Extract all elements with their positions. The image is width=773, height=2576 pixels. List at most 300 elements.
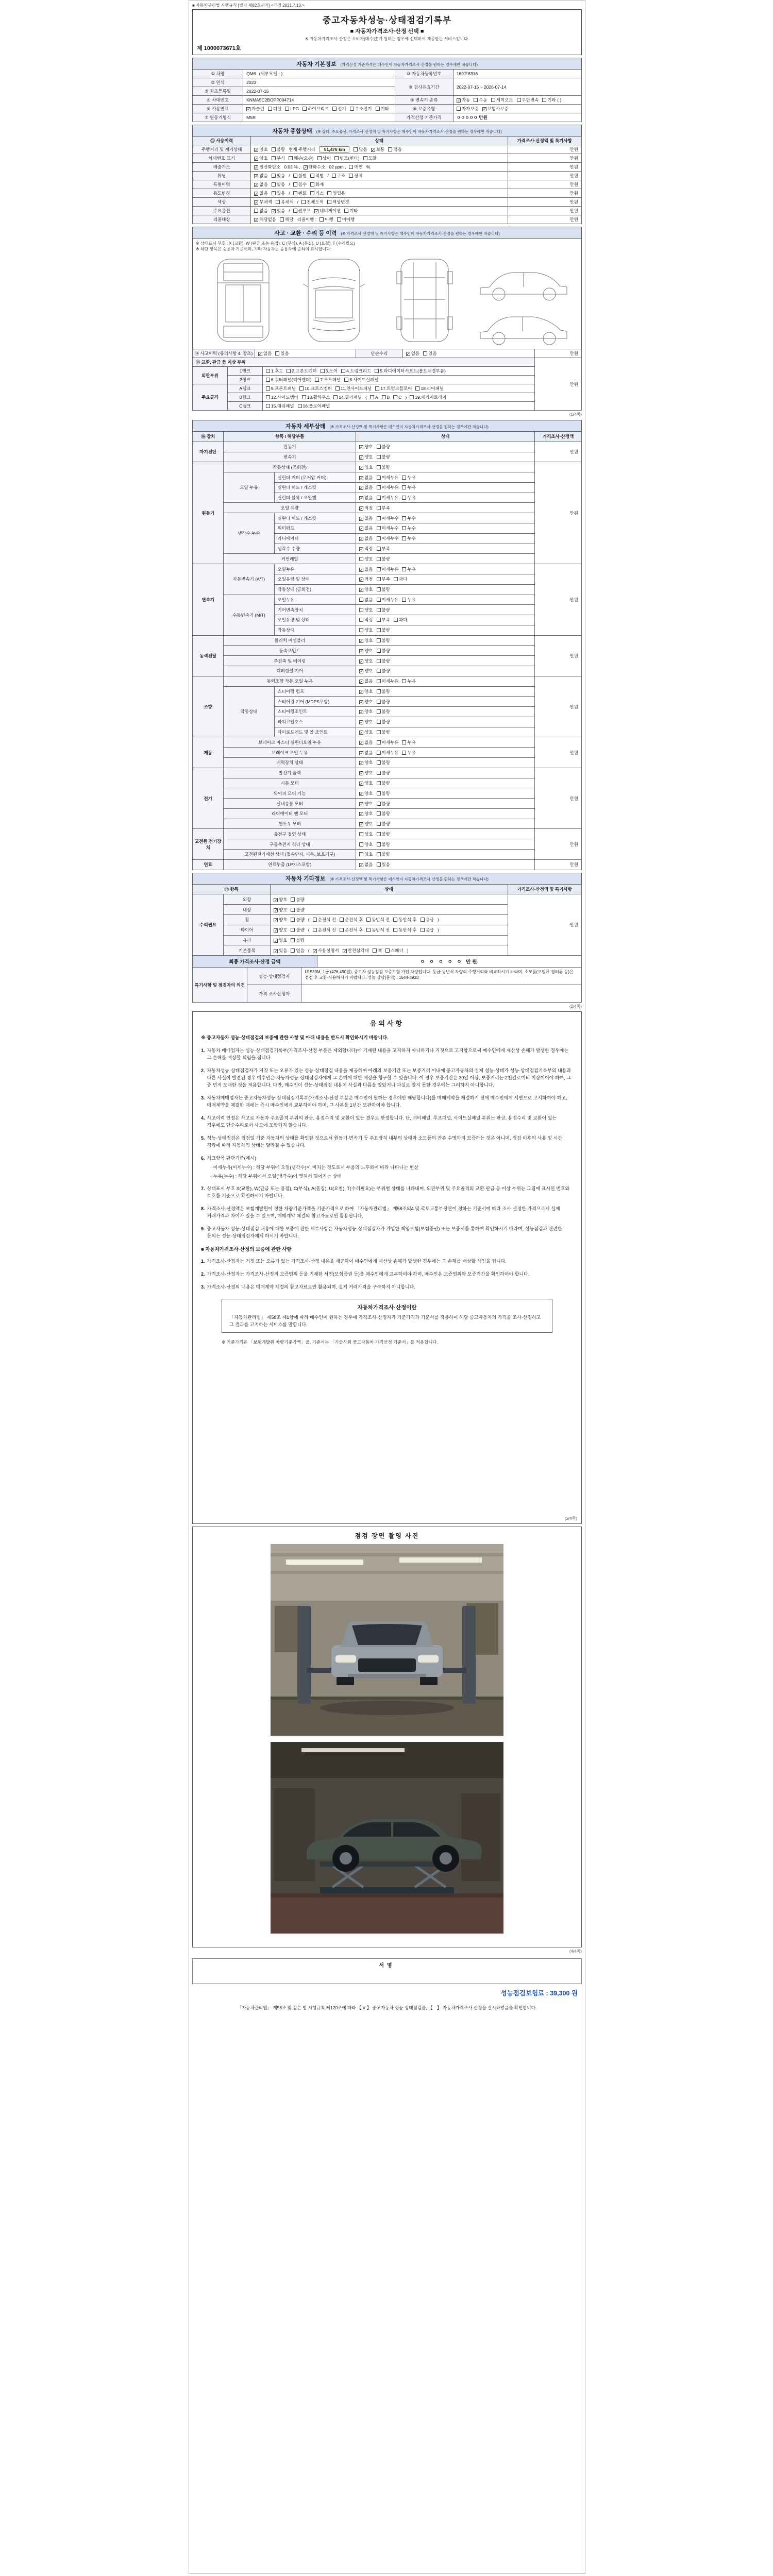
unchecked-box-icon[interactable] <box>377 516 381 520</box>
checkbox-option[interactable] <box>272 146 285 152</box>
checkbox-option[interactable] <box>359 607 373 613</box>
checkbox-option[interactable] <box>542 97 561 103</box>
checked-box-icon[interactable]: ✓ <box>255 174 258 179</box>
checkbox-option[interactable] <box>377 556 390 562</box>
unchecked-box-icon[interactable] <box>254 209 258 213</box>
checkbox-option[interactable] <box>344 208 358 214</box>
unchecked-box-icon[interactable] <box>333 395 338 399</box>
unchecked-box-icon[interactable] <box>375 369 379 373</box>
checked-box-icon[interactable]: ✓ <box>360 537 363 542</box>
checkbox-option[interactable] <box>394 617 407 623</box>
checkbox-option[interactable] <box>349 164 362 170</box>
unchecked-box-icon[interactable] <box>415 386 419 391</box>
checkbox-option[interactable] <box>359 770 373 776</box>
unchecked-box-icon[interactable] <box>377 618 381 622</box>
unchecked-box-icon[interactable] <box>344 378 348 382</box>
unchecked-box-icon[interactable] <box>377 689 381 693</box>
checkbox-option[interactable] <box>421 917 434 923</box>
checkbox-option[interactable] <box>274 947 287 954</box>
unchecked-box-icon[interactable] <box>266 404 270 408</box>
checkbox-option[interactable] <box>410 394 446 400</box>
checkbox-option[interactable] <box>402 597 415 603</box>
unchecked-box-icon[interactable] <box>359 618 363 622</box>
checkbox-option[interactable] <box>302 394 330 400</box>
checkbox-option[interactable] <box>402 474 415 481</box>
unchecked-box-icon[interactable] <box>377 455 381 459</box>
unchecked-box-icon[interactable] <box>313 928 317 932</box>
checkbox-option[interactable] <box>340 927 363 933</box>
unchecked-box-icon[interactable] <box>272 174 276 178</box>
checkbox-option[interactable] <box>266 368 283 374</box>
checkbox-option[interactable] <box>402 525 415 531</box>
unchecked-box-icon[interactable] <box>291 948 295 953</box>
checkbox-option[interactable] <box>359 648 373 654</box>
checkbox-option[interactable] <box>254 155 267 161</box>
checkbox-option[interactable] <box>266 385 296 392</box>
checkbox-option[interactable] <box>285 106 299 111</box>
unchecked-box-icon[interactable] <box>457 107 461 111</box>
checkbox-option[interactable] <box>293 173 307 179</box>
checked-box-icon[interactable]: ✓ <box>360 669 363 674</box>
checkbox-option[interactable] <box>375 368 446 374</box>
checkbox-option[interactable] <box>332 106 346 112</box>
checkbox-option[interactable] <box>402 535 415 541</box>
unchecked-box-icon[interactable] <box>287 369 291 373</box>
checkbox-option[interactable] <box>266 394 298 400</box>
checked-box-icon[interactable]: ✓ <box>360 659 363 664</box>
checkbox-option[interactable] <box>377 515 399 521</box>
unchecked-box-icon[interactable] <box>377 445 381 449</box>
checked-box-icon[interactable]: ✓ <box>360 506 363 511</box>
checkbox-option[interactable] <box>254 164 280 170</box>
checkbox-option[interactable] <box>254 181 267 188</box>
unchecked-box-icon[interactable] <box>293 209 297 213</box>
checkbox-option[interactable] <box>254 216 276 223</box>
unchecked-box-icon[interactable] <box>359 628 363 632</box>
checkbox-option[interactable] <box>359 586 373 592</box>
unchecked-box-icon[interactable] <box>344 209 348 213</box>
checkbox-option[interactable] <box>343 947 369 954</box>
checkbox-option[interactable] <box>377 668 390 674</box>
checkbox-option[interactable] <box>359 678 373 684</box>
unchecked-box-icon[interactable] <box>377 557 381 561</box>
unchecked-box-icon[interactable] <box>377 577 381 581</box>
checkbox-option[interactable] <box>272 155 285 161</box>
checkbox-option[interactable] <box>293 190 307 196</box>
unchecked-box-icon[interactable] <box>385 948 390 953</box>
checkbox-option[interactable] <box>457 106 479 112</box>
checkbox-option[interactable] <box>402 484 415 490</box>
checked-box-icon[interactable]: ✓ <box>360 720 363 725</box>
unchecked-box-icon[interactable] <box>332 174 336 178</box>
unchecked-box-icon[interactable] <box>423 351 427 355</box>
unchecked-box-icon[interactable] <box>377 781 381 785</box>
checkbox-option[interactable] <box>272 208 285 214</box>
unchecked-box-icon[interactable] <box>377 811 381 816</box>
checked-box-icon[interactable]: ✓ <box>360 740 363 745</box>
checkbox-option[interactable] <box>268 106 281 112</box>
checked-box-icon[interactable]: ✓ <box>274 938 278 943</box>
checked-box-icon[interactable]: ✓ <box>315 209 318 214</box>
unchecked-box-icon[interactable] <box>359 557 363 561</box>
checked-box-icon[interactable]: ✓ <box>360 812 363 817</box>
unchecked-box-icon[interactable] <box>302 395 306 399</box>
checkbox-option[interactable] <box>359 535 373 541</box>
checkbox-option[interactable] <box>377 566 399 572</box>
checked-box-icon[interactable]: ✓ <box>360 516 363 521</box>
checked-box-icon[interactable]: ✓ <box>482 107 486 112</box>
unchecked-box-icon[interactable] <box>289 156 293 160</box>
checkbox-option[interactable] <box>377 484 399 490</box>
unchecked-box-icon[interactable] <box>377 649 381 653</box>
checkbox-option[interactable] <box>371 146 384 152</box>
checked-box-icon[interactable]: ✓ <box>360 791 363 796</box>
checkbox-option[interactable] <box>377 810 390 817</box>
checkbox-option[interactable] <box>246 106 264 112</box>
unchecked-box-icon[interactable] <box>266 369 270 373</box>
checkbox-option[interactable] <box>327 190 345 196</box>
checked-box-icon[interactable]: ✓ <box>360 649 363 654</box>
checked-box-icon[interactable]: ✓ <box>360 781 363 786</box>
checkbox-option[interactable] <box>334 155 360 161</box>
checkbox-option[interactable] <box>280 216 293 223</box>
checkbox-option[interactable] <box>377 648 390 654</box>
checkbox-option[interactable] <box>402 739 415 745</box>
unchecked-box-icon[interactable] <box>377 802 381 806</box>
unchecked-box-icon[interactable] <box>377 669 381 673</box>
checkbox-option[interactable] <box>415 385 444 392</box>
unchecked-box-icon[interactable] <box>350 107 354 111</box>
checked-box-icon[interactable]: ✓ <box>255 183 258 188</box>
unchecked-box-icon[interactable] <box>317 156 322 160</box>
checked-box-icon[interactable]: ✓ <box>360 689 363 694</box>
unchecked-box-icon[interactable] <box>291 908 295 912</box>
unchecked-box-icon[interactable] <box>402 567 406 571</box>
unchecked-box-icon[interactable] <box>293 174 297 178</box>
checkbox-option[interactable] <box>289 155 314 161</box>
checked-box-icon[interactable]: ✓ <box>274 908 278 913</box>
checked-box-icon[interactable]: ✓ <box>406 352 410 357</box>
unchecked-box-icon[interactable] <box>394 618 398 622</box>
unchecked-box-icon[interactable] <box>377 740 381 744</box>
unchecked-box-icon[interactable] <box>393 395 397 399</box>
unchecked-box-icon[interactable] <box>272 182 276 187</box>
unchecked-box-icon[interactable] <box>377 771 381 775</box>
checkbox-option[interactable] <box>491 97 513 103</box>
unchecked-box-icon[interactable] <box>337 217 341 222</box>
checkbox-option[interactable] <box>359 566 373 572</box>
checked-box-icon[interactable]: ✓ <box>343 948 347 954</box>
checkbox-option[interactable] <box>254 173 267 179</box>
unchecked-box-icon[interactable] <box>280 217 284 222</box>
checkbox-option[interactable] <box>310 190 324 196</box>
checkbox-option[interactable] <box>275 350 289 357</box>
unchecked-box-icon[interactable] <box>272 147 276 151</box>
checkbox-option[interactable] <box>274 917 287 923</box>
checkbox-option[interactable] <box>335 385 372 392</box>
checkbox-option[interactable] <box>370 395 378 400</box>
checkbox-option[interactable] <box>359 525 373 531</box>
checkbox-option[interactable] <box>377 750 399 756</box>
checkbox-option[interactable] <box>349 173 362 179</box>
checkbox-option[interactable] <box>359 801 373 807</box>
unchecked-box-icon[interactable] <box>421 928 425 932</box>
checkbox-option[interactable] <box>359 637 373 643</box>
checkbox-option[interactable] <box>359 790 373 796</box>
checked-box-icon[interactable]: ✓ <box>360 476 363 481</box>
unchecked-box-icon[interactable] <box>474 98 478 102</box>
checkbox-option[interactable] <box>317 155 331 161</box>
checked-box-icon[interactable]: ✓ <box>255 200 258 205</box>
checkbox-option[interactable] <box>393 395 401 400</box>
checkbox-option[interactable] <box>382 395 390 400</box>
checked-box-icon[interactable]: ✓ <box>255 192 258 196</box>
unchecked-box-icon[interactable] <box>303 107 307 111</box>
checkbox-option[interactable] <box>359 464 373 470</box>
checkbox-option[interactable] <box>482 106 509 112</box>
checkbox-option[interactable] <box>266 403 294 409</box>
checkbox-option[interactable] <box>359 484 373 490</box>
checkbox-option[interactable] <box>274 896 287 903</box>
checkbox-option[interactable] <box>377 831 390 837</box>
checked-box-icon[interactable]: ✓ <box>255 165 258 170</box>
unchecked-box-icon[interactable] <box>341 369 345 373</box>
checkbox-option[interactable] <box>377 841 390 848</box>
checkbox-option[interactable] <box>377 729 390 735</box>
checkbox-option[interactable] <box>366 927 390 933</box>
checked-box-icon[interactable]: ✓ <box>360 771 363 776</box>
checkbox-option[interactable] <box>359 597 373 603</box>
checked-box-icon[interactable]: ✓ <box>274 897 278 903</box>
checkbox-option[interactable] <box>272 173 285 179</box>
checkbox-option[interactable] <box>421 927 434 933</box>
unchecked-box-icon[interactable] <box>402 740 406 744</box>
unchecked-box-icon[interactable] <box>321 369 325 373</box>
checkbox-option[interactable] <box>291 937 304 943</box>
checkbox-option[interactable] <box>377 759 390 766</box>
unchecked-box-icon[interactable] <box>377 587 381 591</box>
checkbox-option[interactable] <box>376 106 389 112</box>
checkbox-option[interactable] <box>301 199 324 205</box>
unchecked-box-icon[interactable] <box>310 182 314 187</box>
checkbox-option[interactable] <box>359 505 373 511</box>
unchecked-box-icon[interactable] <box>335 386 340 391</box>
unchecked-box-icon[interactable] <box>377 547 381 551</box>
checkbox-option[interactable] <box>377 546 390 552</box>
checked-box-icon[interactable]: ✓ <box>360 639 363 644</box>
checkbox-option[interactable] <box>291 896 304 903</box>
unchecked-box-icon[interactable] <box>315 378 319 382</box>
checkbox-option[interactable] <box>359 576 373 582</box>
checkbox-option[interactable] <box>359 861 373 868</box>
checkbox-option[interactable] <box>359 851 373 857</box>
unchecked-box-icon[interactable] <box>298 404 302 408</box>
checkbox-option[interactable] <box>457 97 470 103</box>
checked-box-icon[interactable]: ✓ <box>274 918 278 923</box>
checkbox-option[interactable] <box>375 385 412 392</box>
checked-box-icon[interactable]: ✓ <box>360 761 363 766</box>
checkbox-option[interactable] <box>377 597 399 603</box>
unchecked-box-icon[interactable] <box>285 107 289 111</box>
unchecked-box-icon[interactable] <box>359 832 363 836</box>
unchecked-box-icon[interactable] <box>377 638 381 642</box>
unchecked-box-icon[interactable] <box>517 98 521 102</box>
checkbox-option[interactable] <box>266 377 311 383</box>
checkbox-option[interactable] <box>321 368 338 374</box>
checkbox-option[interactable] <box>287 368 316 374</box>
unchecked-box-icon[interactable] <box>359 842 363 846</box>
checkbox-option[interactable] <box>276 199 294 205</box>
checkbox-option[interactable] <box>274 937 287 943</box>
checkbox-option[interactable] <box>402 515 415 521</box>
unchecked-box-icon[interactable] <box>377 536 381 540</box>
checkbox-option[interactable] <box>344 377 378 383</box>
unchecked-box-icon[interactable] <box>313 918 317 922</box>
unchecked-box-icon[interactable] <box>359 608 363 612</box>
checkbox-option[interactable] <box>254 199 272 205</box>
unchecked-box-icon[interactable] <box>377 751 381 755</box>
checkbox-option[interactable] <box>359 444 373 450</box>
checkbox-option[interactable] <box>359 739 373 745</box>
unchecked-box-icon[interactable] <box>301 200 306 204</box>
checkbox-option[interactable] <box>340 917 363 923</box>
checkbox-option[interactable] <box>377 699 390 705</box>
checked-box-icon[interactable]: ✓ <box>255 157 258 161</box>
unchecked-box-icon[interactable] <box>332 107 337 111</box>
checked-box-icon[interactable]: ✓ <box>274 948 278 954</box>
checkbox-option[interactable] <box>377 464 390 470</box>
checkbox-option[interactable] <box>359 821 373 827</box>
checked-box-icon[interactable]: ✓ <box>360 588 363 593</box>
checkbox-option[interactable] <box>359 729 373 735</box>
checkbox-option[interactable] <box>388 146 401 152</box>
checkbox-option[interactable] <box>359 617 373 623</box>
unchecked-box-icon[interactable] <box>272 191 276 195</box>
unchecked-box-icon[interactable] <box>334 156 339 160</box>
checkbox-option[interactable] <box>377 637 390 643</box>
unchecked-box-icon[interactable] <box>377 476 381 480</box>
unchecked-box-icon[interactable] <box>377 822 381 826</box>
checkbox-option[interactable] <box>377 535 399 541</box>
checkbox-option[interactable] <box>377 688 390 694</box>
checkbox-option[interactable] <box>291 927 304 933</box>
checkbox-option[interactable] <box>359 546 373 552</box>
checkbox-option[interactable] <box>274 907 287 913</box>
checkbox-option[interactable] <box>402 678 415 684</box>
unchecked-box-icon[interactable] <box>402 751 406 755</box>
unchecked-box-icon[interactable] <box>377 679 381 683</box>
checkbox-option[interactable] <box>359 556 373 562</box>
unchecked-box-icon[interactable] <box>340 918 344 922</box>
checked-box-icon[interactable]: ✓ <box>360 496 363 501</box>
checkbox-option[interactable] <box>377 821 390 827</box>
checked-box-icon[interactable]: ✓ <box>360 710 363 715</box>
checkbox-option[interactable] <box>272 181 285 188</box>
unchecked-box-icon[interactable] <box>375 386 379 391</box>
unchecked-box-icon[interactable] <box>268 107 272 111</box>
checked-box-icon[interactable]: ✓ <box>255 148 258 152</box>
checkbox-option[interactable] <box>377 607 390 613</box>
unchecked-box-icon[interactable] <box>266 395 270 399</box>
unchecked-box-icon[interactable] <box>291 928 295 932</box>
checkbox-option[interactable] <box>359 759 373 766</box>
unchecked-box-icon[interactable] <box>542 98 546 102</box>
checkbox-option[interactable] <box>298 403 330 409</box>
checkbox-option[interactable] <box>254 208 267 214</box>
checkbox-option[interactable] <box>377 576 390 582</box>
unchecked-box-icon[interactable] <box>359 852 363 856</box>
unchecked-box-icon[interactable] <box>377 700 381 704</box>
checkbox-option[interactable] <box>303 106 329 112</box>
unchecked-box-icon[interactable] <box>377 760 381 765</box>
unchecked-box-icon[interactable] <box>402 598 406 602</box>
unchecked-box-icon[interactable] <box>377 506 381 510</box>
unchecked-box-icon[interactable] <box>377 496 381 500</box>
checkbox-option[interactable] <box>377 474 399 481</box>
checkbox-option[interactable] <box>377 627 390 633</box>
unchecked-box-icon[interactable] <box>377 567 381 571</box>
checked-box-icon[interactable]: ✓ <box>274 928 278 934</box>
checkbox-option[interactable] <box>474 97 487 103</box>
checkbox-option[interactable] <box>377 586 390 592</box>
checkbox-option[interactable] <box>359 841 373 848</box>
checkbox-option[interactable] <box>377 505 390 511</box>
checkbox-option[interactable] <box>377 719 390 725</box>
unchecked-box-icon[interactable] <box>366 928 371 932</box>
checkbox-option[interactable] <box>333 394 362 400</box>
checkbox-option[interactable] <box>359 658 373 664</box>
checkbox-option[interactable] <box>377 708 390 715</box>
checked-box-icon[interactable]: ✓ <box>457 98 461 103</box>
checkbox-option[interactable] <box>359 515 373 521</box>
checkbox-option[interactable] <box>359 750 373 756</box>
checkbox-option[interactable] <box>313 917 336 923</box>
checkbox-option[interactable] <box>274 927 287 933</box>
checked-box-icon[interactable]: ✓ <box>258 352 262 357</box>
unchecked-box-icon[interactable] <box>377 832 381 836</box>
checkbox-option[interactable] <box>315 377 341 383</box>
checkbox-option[interactable] <box>377 851 390 857</box>
checked-box-icon[interactable]: ✓ <box>360 751 363 756</box>
checked-box-icon[interactable]: ✓ <box>360 731 363 736</box>
unchecked-box-icon[interactable] <box>363 156 367 160</box>
unchecked-box-icon[interactable] <box>327 200 331 204</box>
checkbox-option[interactable] <box>310 173 324 179</box>
unchecked-box-icon[interactable] <box>293 182 297 187</box>
checkbox-option[interactable] <box>359 474 373 481</box>
checkbox-option[interactable] <box>402 495 415 501</box>
unchecked-box-icon[interactable] <box>394 577 398 581</box>
checkbox-option[interactable] <box>402 566 415 572</box>
checked-box-icon[interactable]: ✓ <box>360 455 363 460</box>
unchecked-box-icon[interactable] <box>291 897 295 902</box>
unchecked-box-icon[interactable] <box>377 842 381 846</box>
unchecked-box-icon[interactable] <box>377 608 381 612</box>
checkbox-option[interactable] <box>314 208 341 214</box>
checkbox-option[interactable] <box>310 181 324 188</box>
checkbox-option[interactable] <box>304 164 326 170</box>
unchecked-box-icon[interactable] <box>299 386 304 391</box>
checkbox-option[interactable] <box>394 576 407 582</box>
checked-box-icon[interactable]: ✓ <box>247 107 250 112</box>
unchecked-box-icon[interactable] <box>491 98 495 102</box>
unchecked-box-icon[interactable] <box>393 928 397 932</box>
unchecked-box-icon[interactable] <box>402 516 406 520</box>
checkbox-option[interactable] <box>359 688 373 694</box>
checkbox-option[interactable] <box>377 495 399 501</box>
unchecked-box-icon[interactable] <box>354 147 358 151</box>
checked-box-icon[interactable]: ✓ <box>272 209 276 214</box>
